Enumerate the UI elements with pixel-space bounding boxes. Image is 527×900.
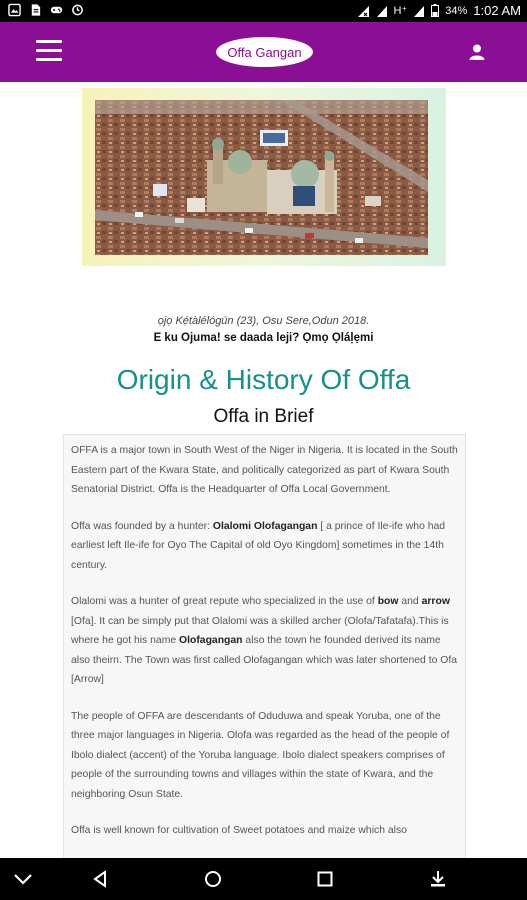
user-icon[interactable] [468,43,486,61]
date-line: ọjọ Kẹ́tàlélógún (23), Osu Sere,Odun 2018. [157,315,370,327]
hero-banner [82,88,446,266]
p3-text-e: [Ofa]. It can be simply put that Olalomi was a skilled archer (Olofa/Tafatafa).This is where he got his name [71,615,449,646]
signal-icon [376,5,388,17]
system-indicators [357,3,522,18]
signal-icon-2 [413,5,425,17]
network-type: H⁺ [393,5,408,17]
section-subtitle: Offa in Brief [213,406,314,427]
wifi-x-icon [357,5,370,17]
app-bar [0,22,527,82]
p2-text-a: Offa was founded by a hunter: [71,520,213,532]
article-paragraph-3 [71,592,458,690]
article-paragraph-5: Offa is well known for cultivation of Sweet potatoes and maize which also [71,825,407,836]
system-nav-bar [0,858,527,900]
chevron-down-icon[interactable] [12,868,34,890]
recents-square-icon[interactable] [314,868,336,890]
main-content[interactable] [0,82,527,858]
battery-icon [431,4,439,17]
founder-name: Olalomi Olofagangan [212,520,318,532]
app-logo[interactable] [216,37,313,67]
notification-icons [8,3,84,17]
p3-text-a: Olalomi was a hunter of great repute who specialized in the use of [71,596,378,607]
clock [473,3,521,18]
p3-text-g: also the town he founded derived its name also theirn. The Town was first called Olofagangan which was later shortened to Ofa [Arrow] [71,635,458,685]
arrow-word: arrow [421,596,450,607]
article-paragraph-1: OFFA is a major town in South West of the Niger in Nigeria. It is located in the South Eastern part of the Kwara State, and politically categorized as part of Kwara South Senatorial District. Offa is the Headquarter of Offa Local Government. [71,445,458,495]
file-icon [29,3,42,17]
home-circle-icon[interactable] [202,868,224,890]
gallery-icon [8,3,21,17]
bow-word: bow [377,596,399,607]
clock-time: 1:02 [473,3,499,18]
greeting-text: E ku Ojuma! se daada leji? Ọmọ Ọláḷẹmi [153,332,374,344]
page-title: Origin & History Of Offa [116,364,411,395]
article-body [63,434,466,858]
game-controller-icon [50,3,63,17]
p3-text-c: and [398,596,422,607]
article-paragraph-4: The people of OFFA are descendants of Oduduwa and speak Yoruba, one of the three major languages in Nigeria. Olofa was regarded as the head of the people of Ibolo dialect (accent) of the Yoruba language. Ibolo dialect speakers comprises of people of the surrounding towns and villages within the state of Kwara, and the neighboring Osun State. [71,710,450,800]
download-icon[interactable] [427,868,449,890]
clock-suffix: AM [501,3,521,18]
olofagangan-word: Olofagangan [179,635,243,646]
hamburger-menu-icon[interactable] [36,40,62,62]
article-paragraph-2 [71,517,458,576]
battery-level: 34% [445,4,468,17]
logo-text: Offa Gangan [227,44,302,60]
p2-text-c: [ a prince of Ile-ife who had earliest left Ile-ife for Oyo The Capital of old Oyo Kingdom] sometimes in the 14th century. [71,520,446,571]
hero-image [95,100,428,255]
status-bar [0,0,527,22]
back-triangle-icon[interactable] [89,868,111,890]
sync-icon [71,3,84,17]
